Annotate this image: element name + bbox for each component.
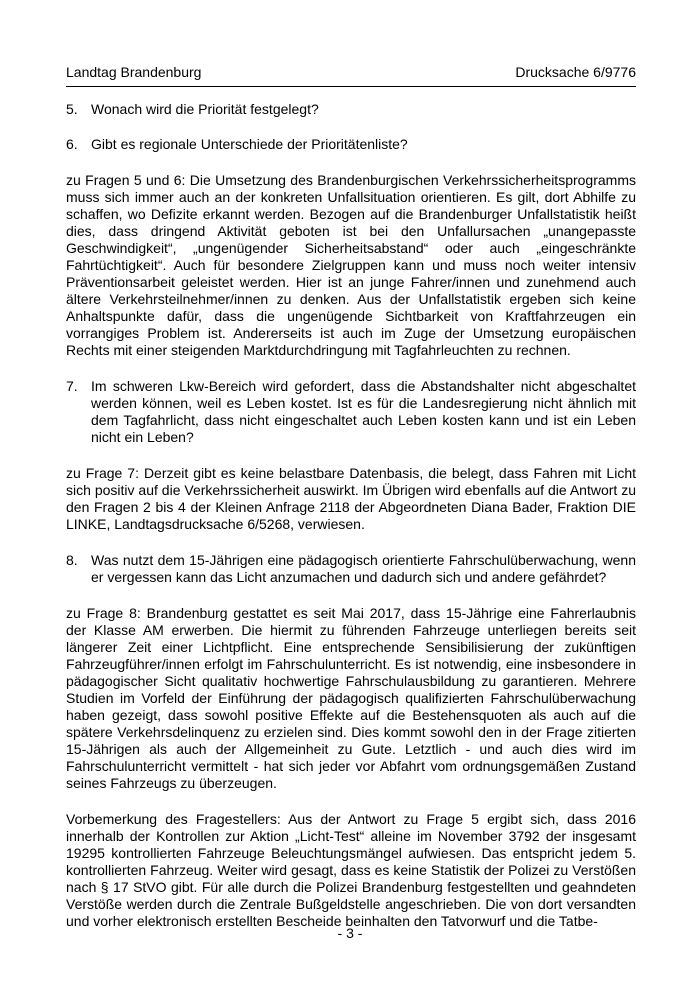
question-8 xyxy=(66,552,636,586)
question-6 xyxy=(66,136,636,153)
question-5 xyxy=(66,101,636,118)
page-header xyxy=(66,64,636,87)
question-text: Im schweren Lkw-Bereich wird gefordert, dass die Abstandshalter nicht abgeschaltet werden können, weil es Leben kostet. Ist es für die Landesregierung nicht ähnlich mit dem Tagfahrlicht, dass nicht eingeschaltet auch Leben kosten kann und ist ein Leben nicht ein Leben? xyxy=(91,378,636,445)
page-number: - 3 - xyxy=(337,925,363,941)
header-institution: Landtag Brandenburg xyxy=(66,64,202,80)
answer-8: zu Frage 8: Brandenburg gestattet es seit Mai 2017, dass 15-Jährige eine Fahrerlaubnis der Klasse AM erwerben. Die hiermit zu führenden Fahrzeuge unterliegen bereits seit längerer Zeit einer Lichtpflicht. Eine entsprechende Sensibilisierung der zukünftigen Fahrzeugführer/innen erfolgt im Fahrschulunterricht. Es ist notwendig, eine insbesondere in pädagogischer Sicht qualitativ hochwertige Fahrschulausbildung zu garantieren. Mehrere Studien im Vorfeld der Einführung der pädagogisch qualifizierten Fahrschulüberwachung haben gezeigt, dass sowohl positive Effekte auf die Bestehensquoten als auch auf die spätere Verkehrsdelinquenz zu erzielen sind. Dies kommt sowohl den in der Frage zitierten 15-Jährigen als auch der Allgemeinheit zu Gute. Letztlich - und auch dies wird im Fahrschulunterricht vermittelt - hat sich jeder vor Abfahrt vom ordnungsgemäßen Zustand seines Fahrzeugs zu überzeugen. xyxy=(66,605,636,791)
answer-7: zu Frage 7: Derzeit gibt es keine belastbare Datenbasis, die belegt, dass Fahren mit Licht sich positiv auf die Verkehrssicherheit auswirkt. Im Übrigen wird ebenfalls auf die Antwort zu den Fragen 2 bis 4 der Kleinen Anfrage 2118 der Abgeordneten Diana Bader, Fraktion DIE LINKE, Landtagsdrucksache 6/5268, verwiesen. xyxy=(66,465,636,532)
question-text: Gibt es regionale Unterschiede der Prioritätenliste? xyxy=(91,136,408,152)
question-7 xyxy=(66,378,636,446)
question-text: Wonach wird die Priorität festgelegt? xyxy=(91,101,319,117)
question-number: 7. xyxy=(66,378,78,394)
question-number: 8. xyxy=(66,552,78,568)
question-number: 5. xyxy=(66,101,78,117)
question-text: Was nutzt dem 15-Jährigen eine pädagogisch orientierte Fahrschulüberwachung, wenn er vergessen kann das Licht anzumachen und dadurch sich und andere gefährdet? xyxy=(91,552,636,585)
question-number: 6. xyxy=(66,136,78,152)
header-document-number: Drucksache 6/9776 xyxy=(515,64,636,80)
preliminary-remark: Vorbemerkung des Fragestellers: Aus der Antwort zu Frage 5 ergibt sich, dass 2016 innerhalb der Kontrollen zur Aktion „Licht-Test“ alleine im November 3792 der insgesamt 19295 kontrollierten Fahrzeuge Beleuchtungsmängel aufwiesen. Das entspricht jedem 5. kontrollierten Fahrzeug. Weiter wird gesagt, dass es keine Statistik der Polizei zu Verstößen nach § 17 StVO gibt. Für alle durch die Polizei Brandenburg festgestellten und geahndeten Verstöße werden durch die Zentrale Bußgeldstelle angeschrieben. Die von dort versandten und vorher elektronisch erstellten Bescheide beinhalten den Tatvorwurf und die Tatbe- xyxy=(66,811,636,929)
answer-5-6: zu Fragen 5 und 6: Die Umsetzung des Brandenburgischen Verkehrssicherheitsprogramms muss sich immer auch an der konkreten Unfallsituation orientieren. Es gilt, dort Abhilfe zu schaffen, wo Defizite erkannt werden. Bezogen auf die Brandenburger Unfallstatistik heißt dies, dass dringend Aktivität geboten ist bei den Unfallursachen „unangepasste Geschwindigkeit“, „ungenügender Sicherheitsabstand“ oder auch „eingeschränkte Fahrtüchtigkeit“. Auch für besondere Zielgruppen kann und muss noch weiter intensiv Präventionsarbeit geleistet werden. Hier ist an junge Fahrer/innen und zunehmend auch ältere Verkehrsteilnehmer/innen zu denken. Aus der Unfallstatistik ergeben sich keine Anhaltspunkte dafür, dass die ungenügende Sichtbarkeit von Kraftfahrzeugen ein vorrangiges Problem ist. Andererseits ist auch im Zuge der Umsetzung europäischen Rechts mit einer steigenden Marktdurchdringung mit Tagfahrleuchten zu rechnen. xyxy=(66,172,636,358)
document-body xyxy=(66,101,636,949)
